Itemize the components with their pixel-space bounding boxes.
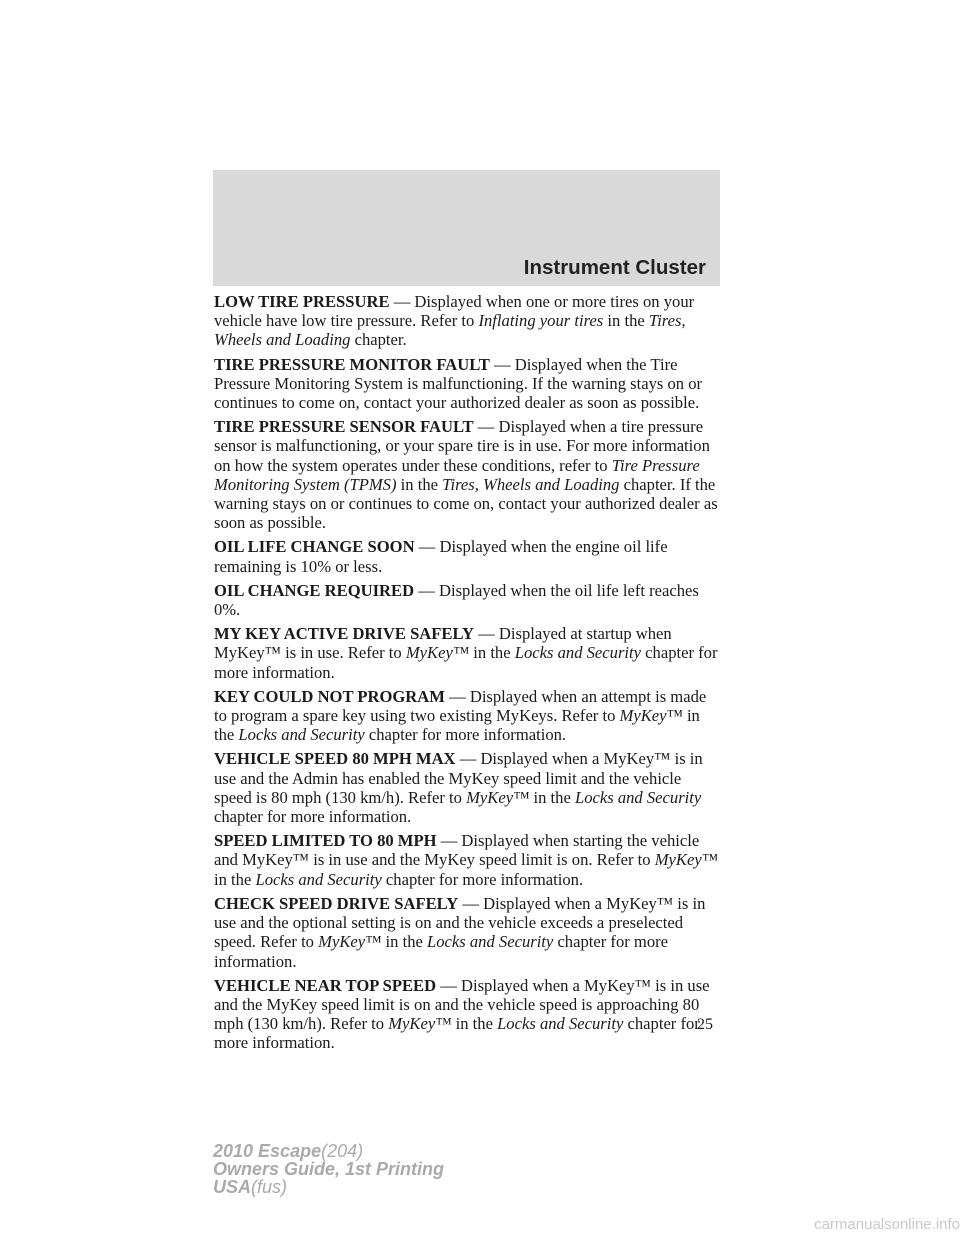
- watermark: carmanualsonline.info: [814, 1216, 960, 1233]
- message-term: TIRE PRESSURE SENSOR FAULT: [214, 417, 474, 437]
- message-description: chapter for more information.: [214, 932, 669, 971]
- message-term: MY KEY ACTIVE DRIVE SAFELY: [214, 624, 475, 644]
- message-description: — Displayed when one or more tires on your vehicle have low tire pressure. Refer to: [214, 292, 695, 331]
- message-description: in the: [396, 474, 443, 494]
- message-description: — Displayed when an attempt is made to program a spare key using two existing MyKeys. Refer to: [214, 686, 707, 726]
- message-description: in the: [469, 643, 515, 663]
- message-description: in the: [214, 706, 700, 745]
- message-description: chapter for more information.: [364, 725, 567, 745]
- message-description: chapter for more information.: [381, 869, 584, 889]
- message-term: VEHICLE SPEED 80 MPH MAX: [214, 749, 456, 769]
- message-description: chapter for more information.: [214, 1014, 700, 1053]
- message-description: — Displayed when a tire pressure sensor is malfunctioning, or your spare tire is in use. For more information on how the system operates under these conditions, refer to: [214, 417, 710, 475]
- chapter-reference: Locks and Security: [238, 725, 365, 745]
- print-footer: [213, 1142, 444, 1196]
- message-entry: [214, 537, 722, 575]
- message-term: OIL LIFE CHANGE SOON: [214, 537, 415, 557]
- chapter-reference: Locks and Security: [255, 869, 382, 889]
- message-entry: [214, 417, 722, 532]
- footer-market-line: [213, 1178, 444, 1196]
- message-description: chapter. If the warning stays on or continues to come on, contact your authorized dealer as soon as possible.: [214, 474, 718, 533]
- page-number: 25: [697, 1016, 713, 1033]
- message-description: in the: [451, 1014, 498, 1034]
- message-term: CHECK SPEED DRIVE SAFELY: [214, 893, 459, 913]
- message-entry: [214, 624, 722, 682]
- chapter-reference: Inflating your tires: [478, 311, 604, 331]
- message-description: — Displayed when the oil life left reaches 0%.: [214, 580, 699, 620]
- message-description: in the: [381, 932, 428, 952]
- chapter-reference: MyKey™: [619, 706, 683, 726]
- message-entry: [214, 749, 722, 826]
- message-description: chapter for more information.: [214, 643, 718, 682]
- message-description: in the: [214, 869, 256, 889]
- footer-model-line: [213, 1142, 444, 1160]
- message-entry: [214, 292, 722, 350]
- chapter-title: Instrument Cluster: [523, 256, 706, 279]
- message-description: in the: [529, 787, 575, 807]
- message-description: chapter.: [350, 330, 407, 350]
- footer-model-code: (204): [321, 1141, 364, 1161]
- chapter-reference: Locks and Security: [514, 643, 642, 663]
- message-entry: [214, 894, 722, 971]
- footer-model: 2010 Escape: [213, 1141, 322, 1161]
- footer-market-code: (fus): [251, 1177, 288, 1197]
- message-description: — Displayed when the engine oil life remaining is 10% or less.: [214, 537, 668, 576]
- chapter-header-band: [213, 170, 720, 286]
- message-description: — Displayed when the Tire Pressure Monitoring System is malfunctioning. If the warning stays on or continues to come on, contact your authorized dealer as soon as possible.: [214, 354, 703, 413]
- message-list: [214, 292, 722, 1058]
- message-description: chapter for more information.: [214, 807, 412, 827]
- message-description: — Displayed when a MyKey™ is in use and the Admin has enabled the MyKey speed limit and the vehicle speed is 80 mph (130 km/h). Refer to: [214, 749, 703, 807]
- chapter-reference: Tires, Wheels and Loading: [214, 311, 686, 350]
- message-description: — Displayed when starting the vehicle and MyKey™ is in use and the MyKey speed limit is on. Refer to: [214, 831, 700, 870]
- chapter-reference: MyKey™: [466, 787, 530, 807]
- message-term: VEHICLE NEAR TOP SPEED: [214, 975, 437, 995]
- message-term: KEY COULD NOT PROGRAM: [214, 686, 445, 706]
- chapter-reference: Tire Pressure Monitoring System (TPMS): [214, 455, 700, 494]
- message-entry: [214, 687, 722, 745]
- chapter-reference: MyKey™: [654, 850, 718, 870]
- message-description: — Displayed at startup when MyKey™ is in use. Refer to: [214, 624, 672, 663]
- chapter-reference: MyKey™: [318, 932, 382, 952]
- chapter-reference: Tires, Wheels and Loading: [442, 474, 620, 494]
- message-term: TIRE PRESSURE MONITOR FAULT: [214, 354, 490, 374]
- message-description: — Displayed when a MyKey™ is in use and the MyKey speed limit is on and the vehicle speed is approaching 80 mph (130 km/h). Refer to: [214, 975, 710, 1034]
- message-entry: [214, 831, 722, 889]
- message-description: — Displayed when a MyKey™ is in use and the optional setting is on and the vehicle exceeds a preselected speed. Refer to: [214, 893, 706, 952]
- message-description: in the: [603, 311, 649, 331]
- footer-guide: Owners Guide, 1st Printing: [213, 1159, 445, 1179]
- chapter-reference: MyKey™: [388, 1014, 452, 1034]
- message-term: LOW TIRE PRESSURE: [214, 292, 390, 311]
- chapter-reference: Locks and Security: [574, 787, 702, 807]
- chapter-reference: Locks and Security: [427, 932, 554, 952]
- chapter-reference: Locks and Security: [497, 1014, 624, 1034]
- message-entry: [214, 355, 722, 413]
- footer-market: USA: [213, 1177, 252, 1197]
- chapter-reference: MyKey™: [405, 643, 470, 663]
- message-term: OIL CHANGE REQUIRED: [214, 580, 415, 600]
- message-entry: [214, 976, 722, 1053]
- message-entry: [214, 581, 722, 619]
- message-term: SPEED LIMITED TO 80 MPH: [214, 831, 437, 851]
